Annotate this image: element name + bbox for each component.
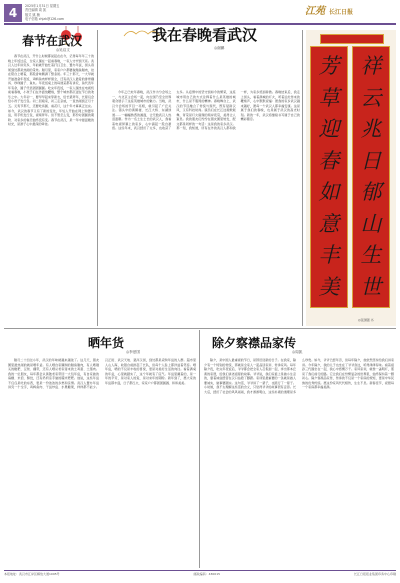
article-body-center: 今年乙巳蛇年春晚，武汉作为分会场之一，与北京主会场一起，向全国乃至全世界观众展示了这座英雄城市的魅力。当晚，武汉分会场的节目一亮相，就引起了广泛关注。镜头中的黄鹤楼、长江大桥、东湖绿道……一幅幅熟悉的画面，让无数武汉人热泪盈眶。作为一名土生土长的武汉人，我看着电视屏幕上的家乡，心中涌起一股自豪感。这些年来，武汉经历了太多，也收获了太多。从疫情中的坚守到如今的繁荣，这座城市用自己的方式诠释着什么是英雄的城市，什么是不服周的精神。春晚舞台上，武汉的节目融合了传统与现代，既有楚韵汉风，又有科技时尚。演员们在长江边载歌载舞，背景是灯火璀璨的两岸夜景，美得让人窒息。我的朋友们纷纷在朋友圈里转发，配文都是同样的一句话：这是我的家乡武汉。那一刻，我知道，所有在外的武汉人都和我一样，为家乡感到骄傲。春晚结束后，我走上街头，看着满城的灯火，听着远处传来的鞭炮声，心中默默祝福：愿我的家乡武汉越来越好，愿每一个武汉人都幸福安康。这是属于我们的春晚，也是属于武汉的高光时刻。新的一年，武汉将继续书写属于自己的精彩篇章。 — [112, 90, 300, 131]
article-body-bottom-left: 腊月二十四过小年，武汉的年味就越来越浓了。这几天，朋友圈里最热闹的就是晒年货。有人晒自家腌制的腊鱼腊肉，有人晒刚买的糍粑、豆丝、藕带，还有人晒从老家寄来的土鸡蛋、土猪肉。我的一位朋友，每年都会从黄陂老家带回一大包年货，有自家做的麻糖、米泡、酥饺，还有奶奶亲手做的糯米粑粑。他说，这些年货不仅仅是吃的东西，更是一份浓浓的乡愁和亲情。武汉人置办年货讲究一个全字，鸡鸭鱼肉、干货炒货、水果糖果，样样都不能少。汉正街、武汉天地、楚河汉街，到处都是采购年货的人群。超市里人山人海，收银台前排起了长队，但每个人脸上都洋溢着笑容。晒年货，晒的不仅是丰收的喜悦，更是对美好生活的向往。看着满桌的年货，心里就踏实了，这个年就有了底气。年货里藏着的，是一年的辛劳，是对家人的爱，是对来年的期盼。新年到了，愿大家的年货都丰盛，日子都红火，家家户户都团团圆圆、和和美美。 — [8, 358, 196, 390]
dateline — [25, 4, 64, 22]
article-title-bottom-right: 除夕察襟品家传 — [212, 336, 297, 350]
page-number: 4 — [4, 4, 22, 22]
byline-left: ◎吴启文 — [56, 48, 70, 52]
layout-line: 版式 姚 楠 — [25, 12, 40, 17]
couplet-char: 日 — [360, 148, 382, 173]
couplet-header-banner — [320, 34, 384, 44]
couplet-char: 郁 — [360, 180, 382, 205]
couplet-char: 美 — [318, 274, 340, 299]
couplet-char: 世 — [360, 274, 382, 299]
footer-postcode: 邮政编码：430015 — [193, 572, 221, 576]
brand-name: 江苑 — [305, 6, 325, 17]
article-body-left: 春节在武汉，开什么时候都说起在在今，记得每年年三十的晚上年饭过后，全家人围在一起看春晚，一家人守岁到天亮。武汉人过年讲究多，年前就开始忙着打扫卫生、置办年货，街头巷尾到处都是热闹的景象。腊月里，家家户户都要做腊鱼腊肉，挂在阳台上晒着，那股香味飘满了整条街。年三十那天，一大早就开始准备年夜饭，鸡鸭鱼肉样样俱全，还有武汉人最爱的排骨藕汤、珍珠圆子、鱼丸。年夜饭桌上的每道菜都有讲究，鱼代表年年有余，圆子代表团团圆圆。吃完年夜饭，一家人围坐在电视机前看春晚，小孩子们在外面放鞭炮，整个城市都沉浸在节日的欢乐之中。大年初一，要早早起来穿新衣，给长辈拜年，长辈们会给小孩子发红包。初二回娘家，初三走亲戚，一直热闹到正月十五。元宵节那天，还要吃汤圆、看花灯，这个年才算真正过完。如今，武汉的春节又有了新的变化，年轻人开始在网上购置年货，用手机发红包，视频拜年。但不管怎么变，那份对团圆的期盼、对家乡的眷恋始终没有变。春节在武汉，是一年中最温暖的时光，是游子心中最深的牵挂。 — [8, 54, 94, 127]
editor-line: 责任编辑 周 凯 — [25, 8, 47, 13]
byline-bottom-right: ◎周凯 — [292, 350, 303, 354]
email-line: 电子信箱 chjzk@126.com — [25, 17, 65, 22]
column-divider — [302, 30, 303, 326]
couplet-char: 春 — [318, 148, 340, 173]
couplet-char: 祥 — [360, 54, 382, 79]
couplet-char: 如 — [318, 180, 340, 205]
article-body-bottom-right: 除夕，是中国人最重视的节日，是辞旧迎新的日子。在我家，除夕有一个特别的传统，那就是全家人一起品读家训、传承家风。每年除夕夜，吃完年夜饭后，爷爷都会把全家人召集到一起，拿出那本泛黄的家谱，给我们讲述祖辈的故事。爷爷说，我们家祖上是做小生意的，靠着诚信经营在汉口站稳了脚跟。家训里最重要的一条就是做人要诚实，做事要踏实。这句话，爷爷讲了一辈子，也践行了一辈子。小时候，我不太理解这些话的含义，只觉得爷爷的故事很有意思。长大后，经历了社会的风风雨雨，我才渐渐明白，这些朴素的道理是多么珍贵。如今，爷爷已经年迈，但每年除夕，他依然坚持给我们讲家训。今年除夕，我的儿子也坐在了爷爷身边，听得津津有味。看着祖孙三代围坐在一起，我心中感慨万千。家风家训，就像一盏明灯，照亮了我们前行的路。它让我们在纷繁复杂的世界里，始终保持着一颗初心。除夕察襟品家传，传承的不仅是一个家庭的规矩，更是中华民族的优秀传统。愿这份家风代代相传，生生不息。新春佳节，祝愿每一个家庭都幸福美满。 — [204, 358, 394, 394]
section-divider — [4, 328, 396, 329]
couplet-char: 丰 — [318, 243, 340, 268]
couplet-char: 兆 — [360, 117, 382, 142]
couplet-char: 迎 — [318, 117, 340, 142]
footer-printer: 长江日报报业集团印务中心印刷 — [353, 572, 396, 576]
couplet-char: 草 — [318, 85, 340, 110]
brand-sub: 长江日报 — [329, 9, 354, 16]
couplet-left-scroll — [310, 46, 348, 308]
couplet-char: 芳 — [318, 54, 340, 79]
couplet-char: 生 — [360, 243, 382, 268]
article-title-bottom-left: 晒年货 — [88, 336, 125, 350]
byline-bottom-left: ◎李爱国 — [126, 350, 140, 354]
couplet-char: 山 — [360, 211, 382, 236]
date-line: 2025年1月31日 星期五 — [25, 4, 60, 8]
byline-center: ◎谢鹏 — [214, 46, 225, 50]
column-divider — [97, 30, 98, 326]
couplet-char: 云 — [360, 85, 382, 110]
column-divider — [199, 330, 200, 568]
artwork-credit: ◎张国强 书 — [358, 318, 374, 322]
article-title-left: 春节在武汉 — [22, 34, 83, 48]
page-footer — [4, 572, 396, 576]
bottom-rule — [4, 570, 396, 571]
section-brand — [305, 2, 353, 17]
article-title-center: 我在春晚看武汉 — [152, 26, 258, 44]
couplet-char: 意 — [318, 211, 340, 236]
couplet-right-scroll — [352, 46, 390, 308]
footer-address: 本报地址：武汉市江岸区解放大道1095号 — [4, 572, 60, 576]
